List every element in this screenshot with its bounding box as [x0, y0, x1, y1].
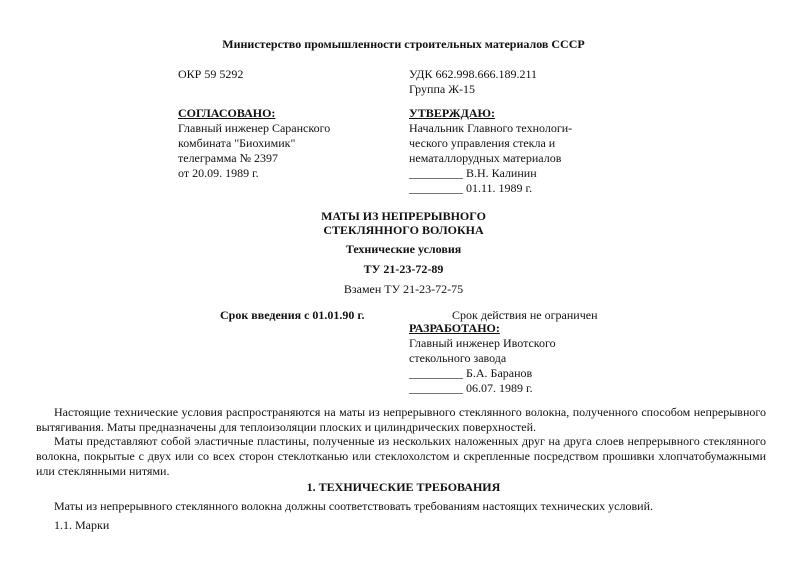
agreed-line: Главный инженер Саранского	[178, 121, 331, 135]
developed-line: стекольного завода	[409, 351, 507, 365]
developed-line: Главный инженер Ивотского	[409, 336, 556, 350]
approved-line: _________ 01.11. 1989 г.	[409, 181, 533, 195]
developed-block	[409, 321, 556, 396]
developed-heading: РАЗРАБОТАНО:	[409, 321, 500, 335]
approved-line: нематаллорудных материалов	[409, 151, 562, 165]
udk-code: УДК 662.998.666.189.211	[409, 67, 538, 81]
intro-date: Срок введения с 01.01.90 г.	[220, 308, 365, 322]
paragraph-description: Маты представляют собой эластичные пластины, полученные из нескольких наложенных друг на друга слоев непрерывного стеклянного волокна, покрытые с двух или со всех сторон стеклотканью или стеклохолстом и скрепленные посредством прошивки хлопчатобумажными или стеклянными нитями.	[36, 434, 766, 478]
ministry-heading: Министерство промышленности строительных материалов СССР	[222, 37, 585, 51]
doc-title-line2: СТЕКЛЯННОГО ВОЛОКНА	[323, 223, 484, 237]
approved-line: _________ В.Н. Калинин	[409, 166, 537, 180]
developed-line: _________ Б.А. Баранов	[409, 366, 533, 380]
section-heading: 1. ТЕХНИЧЕСКИЕ ТРЕБОВАНИЯ	[306, 480, 501, 494]
doc-code: ТУ 21-23-72-89	[363, 262, 444, 276]
paragraph-scope: Настоящие технические условия распространяются на маты из непрерывного стеклянного волокна, полученного способом непрерывного вытягивания. Маты предназначены для теплоизоляции плоских и цилиндрических поверхностей.	[36, 405, 766, 434]
approved-heading: УТВЕРЖДАЮ:	[409, 106, 496, 120]
doc-subtitle: Технические условия	[345, 242, 462, 256]
approved-line: Начальник Главного технологи-	[409, 121, 573, 135]
agreed-line: комбината "Биохимик"	[178, 136, 296, 150]
agreed-line: от 20.09. 1989 г.	[178, 166, 259, 180]
section-text: Маты из непрерывного стеклянного волокна должны соответствовать требованиям настоящих технических условий.	[54, 499, 653, 513]
doc-title-line1: МАТЫ ИЗ НЕПРЕРЫВНОГО	[321, 209, 486, 223]
approved-block	[409, 106, 572, 196]
doc-replaces: Взамен ТУ 21-23-72-75	[343, 282, 464, 296]
group-code: Группа Ж-15	[409, 82, 475, 96]
subsection-heading: 1.1. Марки	[54, 518, 110, 532]
agreed-line: телеграмма № 2397	[178, 151, 279, 165]
agreed-heading: СОГЛАСОВАНО:	[178, 106, 276, 120]
validity-term: Срок действия не ограничен	[452, 308, 598, 322]
okp-code: ОКР 59 5292	[178, 67, 244, 81]
agreed-block	[178, 106, 330, 181]
approved-line: ческого управления стекла и	[409, 136, 556, 150]
developed-line: _________ 06.07. 1989 г.	[409, 381, 533, 395]
